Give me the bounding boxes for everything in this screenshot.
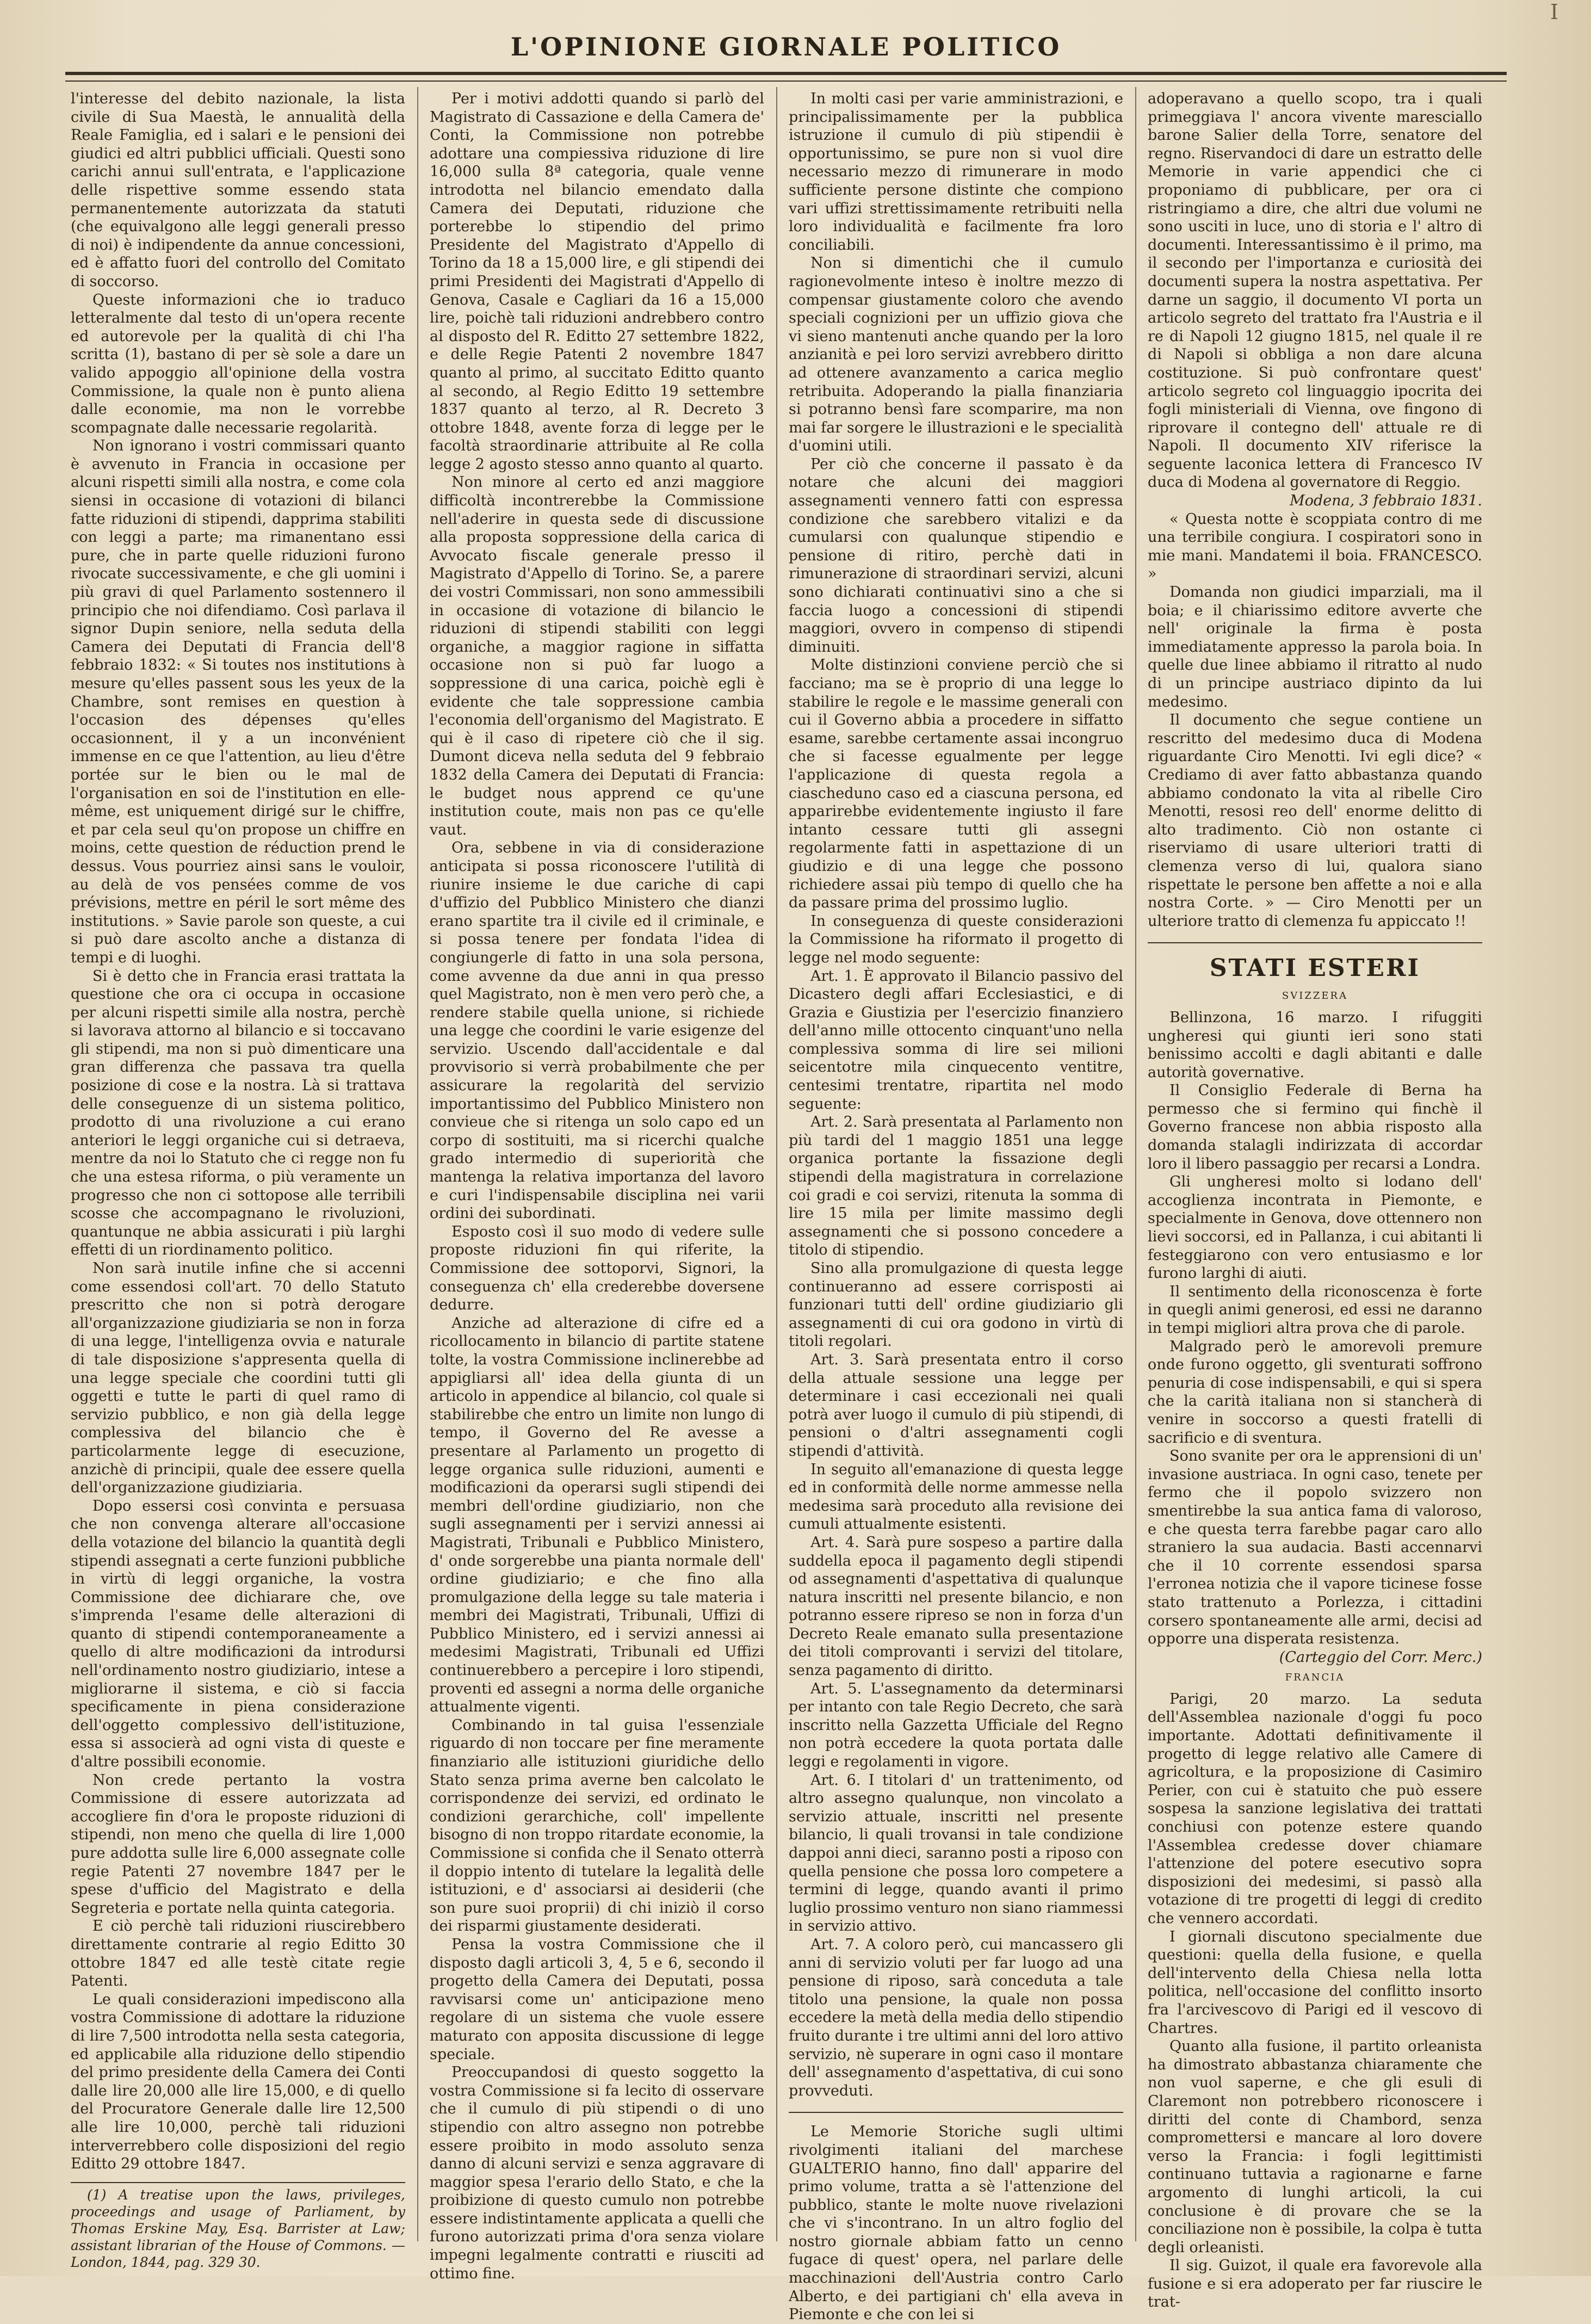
- paragraph: Per ciò che concerne il passato è da notare che alcuni dei maggiori assegnamenti vennero fatti con espressa condizione che sarebbero vitalizi e da cumularsi con qualunque stipendio e pensione di ritiro, perchè dati in rimunerazione di straordinari servizi, alcuni sono dichiarati continuativi sino a che si faccia luogo a concessioni di stipendi maggiori, ovvero in compenso di stipendi diminuiti.: [789, 455, 1123, 656]
- paragraph: Anziche ad alterazione di cifre ed a ricollocamento in bilancio di partite statene tolte, la vostra Commissione inclinerebbe ad appigliarsi all' idea della giunta di un articolo in appendice al bilancio, col quale si stabilirebbe che entro un limite non lungo di tempo, il Governo del Re avesse a presentare al Parlamento un progetto di legge organica sulle riduzioni, aumenti e modificazioni da operarsi sugli stipendi dei membri dell'ordine giudiziario, non che sugli assegnamenti per i servizi annessi ai Magistrati, Tribunali e Pubblico Ministero, d' onde sorgerebbe una pianta normale dell' ordine giudiziario; e che fino alla promulgazione della legge su tale materia i membri dei Magistrati, Tribunali, Uffizi di Pubblico Ministero, ed i servizi annessi ai medesimi Magistrati, Tribunali ed Uffizi continuerebbero a percepire i loro stipendi, proventi ed assegni a norma delle organiche attualmente vigenti.: [430, 1314, 764, 1716]
- paragraph: In molti casi per varie amministrazioni, e principalissimamente per la pubblica istruzione il cumulo di più stipendii è opportunissimo, se pure non si vuol dire necessario mezzo di rimunerare in modo sufficiente persone distinte che compiono vari uffizi strettissimamente retribuiti nella loro individualità e facilmente fra loro conciliabili.: [789, 90, 1123, 254]
- column-4: [1148, 90, 1482, 2311]
- article-paragraph: Art. 7. A coloro però, cui mancassero gli anni di servizio voluti per far luogo ad una pensione di riposo, sarà conceduta a tale titolo una pensione, la quale non possa eccedere la metà della media dello stipendio fruito durante i tre ultimi anni del loro attivo servizio, nè superare in ogni caso il montare dell' assegnamento d'aspettativa, di cui sono provveduti.: [789, 1936, 1123, 2099]
- paragraph: Sino alla promulgazione di questa legge continueranno ad essere corrisposti ai funzionari tutti dell' ordine giudiziario gli assegnamenti di cui ora godono in virtù di titoli regolari.: [789, 1260, 1123, 1350]
- paragraph: Queste informazioni che io traduco letteralmente dal testo di un'opera recente ed autorevole per la qualità di chi l'ha scritta (1), bastano di per sè sole a dare un valido appoggio all'opinione della vostra Commissione, la quale non è punto aliena dalle economie, ma non le vorrebbe scompagnate dalle necessarie regolarità.: [71, 291, 405, 436]
- page-corner-mark: I: [1550, 0, 1558, 24]
- paragraph: Si è detto che in Francia erasi trattata la questione che ora ci occupa in occasione per alcuni rispetti simile alla nostra, perchè si lavorava attorno al bilancio e si toccavano gli stipendi, ma non si può dimenticare una gran differenza che passava tra quella posizione di cose e la nostra. Là si trattava delle conseguenze di un sistema politico, prodotto di una rivoluzione a cui erano anteriori le leggi organiche cui si detraeva, mentre da noi lo Statuto che ci regge non fu che una estesa riforma, o più veramente un progresso che non ci sottopose alle terribili scosse che accompagnano le rivoluzioni, quantunque ne abbia assicurati i più larghi effetti di un riordinamento politico.: [71, 967, 405, 1259]
- paragraph: Quanto alla fusione, il partito orleanista ha dimostrato abbastanza chiaramente che non vuol saperne, e che gli esuli di Claremont non potrebbero riconoscere i diritti del conte di Chambord, senza compromettersi e mancare al loro dovere verso la Francia: i fogli legittimisti continuano tuttavia a ragionarne e farne argomento di lunghi articoli, la cui conclusione è di provare che se la conciliazione non è possibile, la colpa è tutta degli orleanisti.: [1148, 2038, 1482, 2256]
- paragraph: Dopo essersi così convinta e persuasa che non convenga alterare all'occasione della votazione del bilancio la quantità degli stipendi assegnati a certe funzioni pubbliche in virtù di leggi organiche, la vostra Commissione dee dichiarare che, ove s'imprenda l'esame delle alterazioni di quanto di stipendi contemporaneamente a quello di altre modificazioni da introdursi nell'ordinamento nostro giudiziario, intese a migliorarne il sistema, e ciò si faccia specificamente in piena considerazione dell'oggetto complessivo dell'istituzione, essa si associerà ad ogni vista di queste e d'altre possibili economie.: [71, 1497, 405, 1771]
- article-paragraph: Art. 4. Sarà pure sospeso a partire dalla suddella epoca il pagamento degli stipendi od assegnamenti d'aspettativa di qualunque natura inscritti nel presente bilancio, e non potranno essere ripreso se non in forza d'un Decreto Reale emanato sulla presentazione dei titoli comprovanti i servizi del titolare, senza pagamento di diritto.: [789, 1534, 1123, 1679]
- quote-paragraph: « Questa notte è scoppiata contro di me una terribile congiura. I cospiratori sono in mie mani. Mandatemi il boia. FRANCESCO. »: [1148, 510, 1482, 583]
- article-paragraph: Art. 3. Sarà presentata entro il corso della attuale sessione una legge per determinare i casi eccezionali nei quali potrà aver luogo il cumulo di più stipendi, di pensioni o d'altri assegnamenti cogli stipendi d'attività.: [789, 1351, 1123, 1460]
- paragraph: I giornali discutono specialmente due questioni: quella della fusione, e quella dell'intervento della Chiesa nella lotta politica, nell'occasione del conflitto insorto fra l'arcivescovo di Parigi ed il vescovo di Chartres.: [1148, 1928, 1482, 2037]
- paragraph: Combinando in tal guisa l'essenziale riguardo di non toccare per fine meramente finanziario alle istituzioni giuridiche dello Stato senza prima averne ben calcolato le corrispondenze dei servizi, ed ordinato le condizioni gerarchiche, coll' impellente bisogno di non troppo ritardate economie, la Commissione si confida che il Senato otterrà il doppio intento di tutelare la legalità delle istituzioni, e d' associarsi ai desiderii (che son pure suoi proprii) di chi iniziò il corso dei risparmi giustamente desiderati.: [430, 1716, 764, 1935]
- paragraph: Preoccupandosi di questo soggetto la vostra Commissione si fa lecito di osservare che il cumulo di più stipendi o di uno stipendio con altro assegno non potrebbe essere proibito in modo assoluto senza danno di alcuni servizi e senza aggravare di maggior spesa l'erario dello Stato, e che la proibizione di questo cumulo non potrebbe essere indistintamente applicata a quelli che furono autorizzati prima d'ora senza violare impegni legalmente contratti e riusciti ad ottimo fine.: [430, 2064, 764, 2282]
- paragraph: Bellinzona, 16 marzo. I rifuggiti ungheresi qui giunti ieri sono stati benissimo accolti e dagli abitanti e dalle autorità governative.: [1148, 1009, 1482, 1081]
- paragraph: Molte distinzioni conviene perciò che si facciano; ma se è proprio di una legge lo stabilire le regole e le massime generali con cui il Governo abbia a procedere in siffatto esame, sarebbe certamente assai incongruo che si facesse egualmente per legge l'applicazione di questa regola a ciascheduno caso ed a ciascuna persona, ed apparirebbe evidentemente ingiusto il fare intanto cessare tutti gli assegni regolarmente fatti in aspettazione di un giudizio e di una legge che possono richiedere assai più tempo di quello che ha da passare prima del prossimo luglio.: [789, 657, 1123, 912]
- paragraph: Malgrado però le amorevoli premure onde furono oggetto, gli sventurati soffrono penuria di cose indispensabili, e qui si spera che la carità italiana non si stancherà di venire in soccorso a questi fratelli di sacrificio e di sventura.: [1148, 1338, 1482, 1447]
- paragraph: Non minore al certo ed anzi maggiore difficoltà incontrerebbe la Commissione nell'aderire in questa sede di discussione alla proposta soppressione della carica di Avvocato fiscale generale presso il Magistrato d'Appello di Torino. Se, a parere dei vostri Commissari, non sono ammessibili in occasione di votazione di bilancio le riduzioni di stipendi stabiliti con leggi organiche, a maggior ragione in siffatta occasione non si può far luogo a soppressione di una carica, poichè egli è evidente che tale soppressione cambia l'economia dell'organismo del Magistrato. E qui è il caso di ripetere ciò che il sig. Dumont diceva nella seduta del 9 febbraio 1832 della Camera dei Deputati di Francia: le budget nous apprend ce qu'une institution coute, mais non pas ce qu'elle vaut.: [430, 474, 764, 838]
- paragraph: Per i motivi addotti quando si parlò del Magistrato di Cassazione e della Camera de' Conti, la Commissione non potrebbe adottare una compiessiva riduzione di lire 16,000 sulla 8ª categoria, quale venne introdotta nel bilancio emendato dalla Camera dei Deputati, riduzione che porterebbe lo stipendio del primo Presidente del Magistrato d'Appello di Torino da 18 a 15,000 lire, e gli stipendi dei primi Presidenti dei Magistrati d'Appello di Genova, Casale e Cagliari da 16 a 15,000 lire, poichè tali riduzioni andrebbero contro al disposto del R. Editto 27 settembre 1822, e delle Regie Patenti 2 novembre 1847 quanto al primo, al succitato Editto quanto al secondo, al Regio Editto 19 settembre 1837 quanto al terzo, al R. Decreto 3 ottobre 1848, avente forza di legge per le facoltà straordinarie attribuite al Re colla legge 2 agosto stesso anno quanto al quarto.: [430, 90, 764, 473]
- article-paragraph: Art. 5. L'assegnamento da determinarsi per intanto con tale Regio Decreto, che sarà inscritto nella Gazzetta Ufficiale del Regno non potrà eccedere la quota portata dalle leggi e regolamenti in vigore.: [789, 1680, 1123, 1771]
- paragraph: Gli ungheresi molto si lodano dell' accoglienza incontrata in Piemonte, e specialmente in Genova, dove ottennero non lievi soccorsi, ed in Pallanza, i cui abitanti li festeggiarono con vero entusiasmo e lor furono larghi di aiuti.: [1148, 1173, 1482, 1282]
- subsection-heading: SVIZZERA: [1282, 990, 1348, 1002]
- paragraph: Non crede pertanto la vostra Commissione di essere autorizzata ad accogliere fin d'ora le proposte riduzioni di stipendi, non meno che quella di lire 1,000 pure addotta sulle lire 6,000 assegnate colle regie Patenti 27 novembre 1847 per le spese d'ufficio del Magistrato e della Segreteria e portate nella quinta categoria.: [71, 1771, 405, 1917]
- source-citation: (Carteggio del Corr. Merc.): [1279, 1648, 1482, 1666]
- paragraph: Ora, sebbene in via di considerazione anticipata si possa riconoscere l'utilità di riunire insieme le due cariche di capi d'uffizio del Pubblico Ministero che dianzi erano spartite tra il civile ed il criminale, e si possa tenere per fondata l'idea di congiungerle di fatto in una sola persona, come avvenne da due anni in qua presso quel Magistrato, non è men vero però che, a rendere stabile quella unione, si richiede una legge che coordini le varie esigenze del servizio. Uscendo dall'accidentale e dal provvisorio si verrà probabilmente che per assicurare la regolarità del servizio importantissimo del Pubblico Ministero non convieue che si ritenga un solo capo ed un corpo di sostituiti, ma si ricerchi qualche grado intermedio di superiorità che mantenga la relativa importanza del lavoro e curi l'indispensabile disciplina nei varii ordini dei subordinati.: [430, 839, 764, 1222]
- column-divider: [417, 87, 418, 2241]
- column-divider: [776, 87, 777, 2241]
- paragraph: Esposto così il suo modo di vedere sulle proposte riduzioni fin qui riferite, la Commissione dee sottoporvi, Signori, la conseguenza ch' ella crederebbe doversene dedurre.: [430, 1223, 764, 1314]
- paragraph: Le quali considerazioni impediscono alla vostra Commissione di adottare la riduzione di lire 7,500 introdotta nella sesta categoria, ed applicabile alla riduzione dello stipendio del primo presidente della Camera dei Conti dalle lire 20,000 alle lire 15,000, e di quello del Procuratore Generale dalle lire 12,500 alle lire 10,000, perchè tali riduzioni interverrebbero colle disposizioni del regio Editto 29 ottobre 1847.: [71, 1991, 405, 2173]
- paragraph: Il sig. Guizot, il quale era favorevole alla fusione e si era adoperato per far riuscire le trat-: [1148, 2257, 1482, 2311]
- paragraph: Non si dimentichi che il cumulo ragionevolmente inteso è inoltre mezzo di compensar giustamente coloro che avendo speciali cognizioni per un uffizio giova che vi sieno mantenuti anche quando per la loro anzianità e pei loro servizi avrebbero diritto ad ottenere avanzamento a carica meglio retribuita. Adoperando la pialla finanziaria si potranno bensì fare scomparire, ma non mai far sorgere le illustrazioni e le specialità d'uomini utili.: [789, 255, 1123, 455]
- paragraph: Sono svanite per ora le apprensioni di un' invasione austriaca. In ogni caso, tenete per fermo che il popolo svizzero non smentirebbe la sua antica fama di valoroso, e che questa terra farebbe pagar caro allo straniero la sua audacia. Basti accennarvi che il 10 corrente essendosi sparsa l'erronea notizia che il vapore ticinese fosse stato trattenuto a Porlezza, i cittadini corsero spontaneamente alle armi, decisi ad opporre una disperata resistenza.: [1148, 1448, 1482, 1648]
- newspaper-title: L'OPINIONE GIORNALE POLITICO: [510, 32, 1062, 61]
- paragraph: Le Memorie Storiche sugli ultimi rivolgimenti italiani del marchese GUALTERIO hanno, fino dall' apparire del primo volume, tratta a sè l'attenzione del pubblico, stante le molte nuove rivelazioni che vi s'incontrano. In un altro foglio del nostro giornale abbiam fatto un cenno fugace di quest' opera, nel parlare delle macchinazioni dell'Austria contro Carlo Alberto, e dei partigiani ch' ella aveva in Piemonte e che con lei si: [789, 2123, 1123, 2323]
- column-2: [430, 90, 764, 2282]
- footnote: [71, 2182, 405, 2271]
- paragraph: Non ignorano i vostri commissari quanto è avvenuto in Francia in occasione per alcuni rispetti simili alla nostra, e come cola siensi in occasione di votazioni di bilanci fatte riduzioni di stipendi, dapprima stabiliti con leggi a parte; ma rimanentano essi pure, che in parte quelle riduzioni furono rivocate successivamente, e che gli uomini i più gravi di quel Parlamento sostennero il principio che noi difendiamo. Così parlava il signor Dupin seniore, nella seduta della Camera dei Deputati di Francia dell'8 febbraio 1832: « Si toutes nos institutions à mesure qu'elles passent sous les yeux de la Chambre, sont remises en question à l'occasion des dépenses qu'elles occasionnent, il y a un inconvénient immense en ce que l'attention, au lieu d'être portée sur le bien ou le mal de l'organisation en soi de l'institution en elle-même, est uniquement dirigé sur le chiffre, et par cela seul qu'on propose un chiffre en moins, cette question de réduction prend le dessus. Vous pourriez ainsi sans le vouloir, au delà de vos pensées comme de vos prévisions, mettre en péril le sort même des institutions. » Savie parole son queste, a cui si può dare ascolto anche a distanza di tempi e di luoghi.: [71, 437, 405, 966]
- paragraph: Il sentimento della riconoscenza è forte in quegli animi generosi, ed essi ne daranno in tempi migliori altra prova che di parole.: [1148, 1283, 1482, 1337]
- masthead: [65, 22, 1507, 72]
- section-divider: [789, 2112, 1123, 2113]
- paragraph: Parigi, 20 marzo. La seduta dell'Assemblea nazionale d'oggi fu poco importante. Adottati definitivamente il progetto di legge relativo alle Camere di agricoltura, e la proposizione di Casimiro Perier, con cui è statuito che può essere sospesa la sanzione legislativa dei trattati conchiusi con potenze estere quando l'Assemblea credesse dover chiamare l'attenzione del potere esecutivo sopra disposizioni dei medesimi, si passò alla votazione di tre progetti di leggi di credito che vennero accordati.: [1148, 1690, 1482, 1927]
- dateline: Modena, 3 febbraio 1831.: [1290, 492, 1482, 510]
- paragraph: E ciò perchè tali riduzioni riuscirebbero direttamente contrarie al regio Editto 30 ottobre 1847 ed alle testè citate regie Patenti.: [71, 1918, 405, 1990]
- paragraph: l'interesse del debito nazionale, la lista civile di Sua Maestà, le annualità della Reale Famiglia, ed i salari e le pensioni dei giudici ed altri pubblici ufficiali. Questi sono carichi annui sull'entrata, e l'applicazione delle rispettive somme essendo stata permanentemente autorizzata da statuti (che equivalgono alle leggi generali presso di noi) è indipendente da annue concessioni, ed è affatto fuori del controllo del Comitato di soccorso.: [71, 90, 405, 290]
- paragraph: Non sarà inutile infine che si accenni come essendosi coll'art. 70 dello Statuto prescritto che non si potrà derogare all'organizzazione giudiziaria se non in forza di una legge, l'intelligenza ovvia e naturale di tale disposizione s'appresenta quella di una legge speciale che coordini tutti gli oggetti e tutte le parti di quel ramo di servizio pubblico, e non già della legge complessiva del bilancio che è particolarmente legge di esecuzione, anzichè di principii, quale dee essere quella dell'organizzazione giudiziaria.: [71, 1260, 405, 1497]
- paragraph: Il documento che segue contiene un rescritto del medesimo duca di Modena riguardante Ciro Menotti. Ivi egli dice? « Crediamo di aver fatto abbastanza quando abbiamo condonato la vita al ribelle Ciro Menotti, resosi reo dell' enorme delitto di alto tradimento. Ciò non ostante ci riserviamo di usare ulteriori tratti di clemenza verso di lui, qualora siano rispettate le persone ben affette a noi e alla nostra Corte. » — Ciro Menotti per un ulteriore tratto di clemenza fu appiccato !!: [1148, 712, 1482, 930]
- article-paragraph: Art. 1. È approvato il Bilancio passivo del Dicastero degli affari Ecclesiastici, e di Grazia e Giustizia per l'esercizio finanziero dell'anno mille ottocento cinquant'uno nella complessiva somma di lire sei milioni seicentotre mila cinquecento ventitre, centesimi trentatre, ripartita nel modo seguente:: [789, 967, 1123, 1112]
- paragraph: Domanda non giudici imparziali, ma il boia; e il chiarissimo editore avverte che nell' originale la firma è posta immediatamente appresso la parola boia. In quelle due linee abbiamo il ritratto al nudo di un principe austriaco dipinto da lui medesimo.: [1148, 584, 1482, 710]
- masthead-rule: [65, 72, 1507, 82]
- article-paragraph: Art. 6. I titolari d' un trattenimento, od altro assegno qualunque, non vincolato a servizio attuale, inscritti nel presente bilancio, li quali trovansi in tale condizione dappoi anni dieci, saranno posti a riposo con quella pensione che possa loro competere a termini di legge, quando avanti il primo luglio prossimo venturo non siano riammessi in servizio attivo.: [789, 1771, 1123, 1935]
- paragraph: In seguito all'emanazione di questa legge ed in conformità delle norme ammesse nella medesima sarà proceduto alla revisione dei cumuli attualmente esistenti.: [789, 1461, 1123, 1533]
- column-divider: [1135, 87, 1136, 2241]
- paragraph: In conseguenza di queste considerazioni la Commissione ha riformato il progetto di legge nel modo seguente:: [789, 912, 1123, 966]
- section-divider: [1148, 942, 1482, 943]
- paragraph: Il Consiglio Federale di Berna ha permesso che si fermino qui finchè il Governo francese non abbia risposto alla domanda stalagli indirizzata di accordar loro il libero passaggio per recarsi a Londra.: [1148, 1082, 1482, 1172]
- paragraph: adoperavano a quello scopo, tra i quali primeggiava l' ancora vivente maresciallo barone Salier della Torre, senatore del regno. Riservandoci di dare un estratto delle Memorie in varie appendici che ci proponiamo di pubblicare, per ora ci ristringiamo a dire, che altri due volumi ne sono usciti in luce, uno di storia e l' altro di documenti. Interessantissimo è il primo, ma il secondo per l'importanza e curiosità dei documenti supera la nostra aspettativa. Per darne un saggio, il documento VI porta un articolo segreto del trattato fra l'Austria e il re di Napoli 12 giugno 1815, nel quale il re di Napoli si obbliga a non dare alcuna costituzione. Si può confrontare quest' articolo segreto col linguaggio ipocrita dei fogli ministeriali di Vienna, ove fingono di riprovare il contegno dell' attuale re di Napoli. Il documento XIV riferisce la seguente laconica lettera di Francesco IV duca di Modena al governatore di Reggio.: [1148, 90, 1482, 491]
- paragraph: Pensa la vostra Commissione che il disposto dagli articoli 3, 4, 5 e 6, secondo il progetto della Camera dei Deputati, possa ravvisarsi come un' anticipazione meno regolare di un sistema che vuole essere maturato con apposita discussione di legge speciale.: [430, 1936, 764, 2063]
- subsection-heading: FRANCIA: [1285, 1672, 1345, 1684]
- column-3: [789, 90, 1123, 2323]
- article-paragraph: Art. 2. Sarà presentata al Parlamento non più tardi del 1 maggio 1851 una legge organica portante la fissazione degli stipendi della magistratura in correlazione coi gradi e coi servizi, ritenuta la somma di lire 15 mila per limite massimo degli assegnamenti che si possono concedere a titolo di stipendio.: [789, 1114, 1123, 1259]
- footnote-text: (1) A treatise upon the laws, privileges, proceedings and usage of Parliament, by Thomas Erskine May, Esq. Barrister at Law; assistant librarian of the House of Commons. — London, 1844, pag. 329 30.: [71, 2186, 405, 2270]
- section-heading: STATI ESTERI: [1209, 954, 1421, 982]
- column-1: [71, 90, 405, 2270]
